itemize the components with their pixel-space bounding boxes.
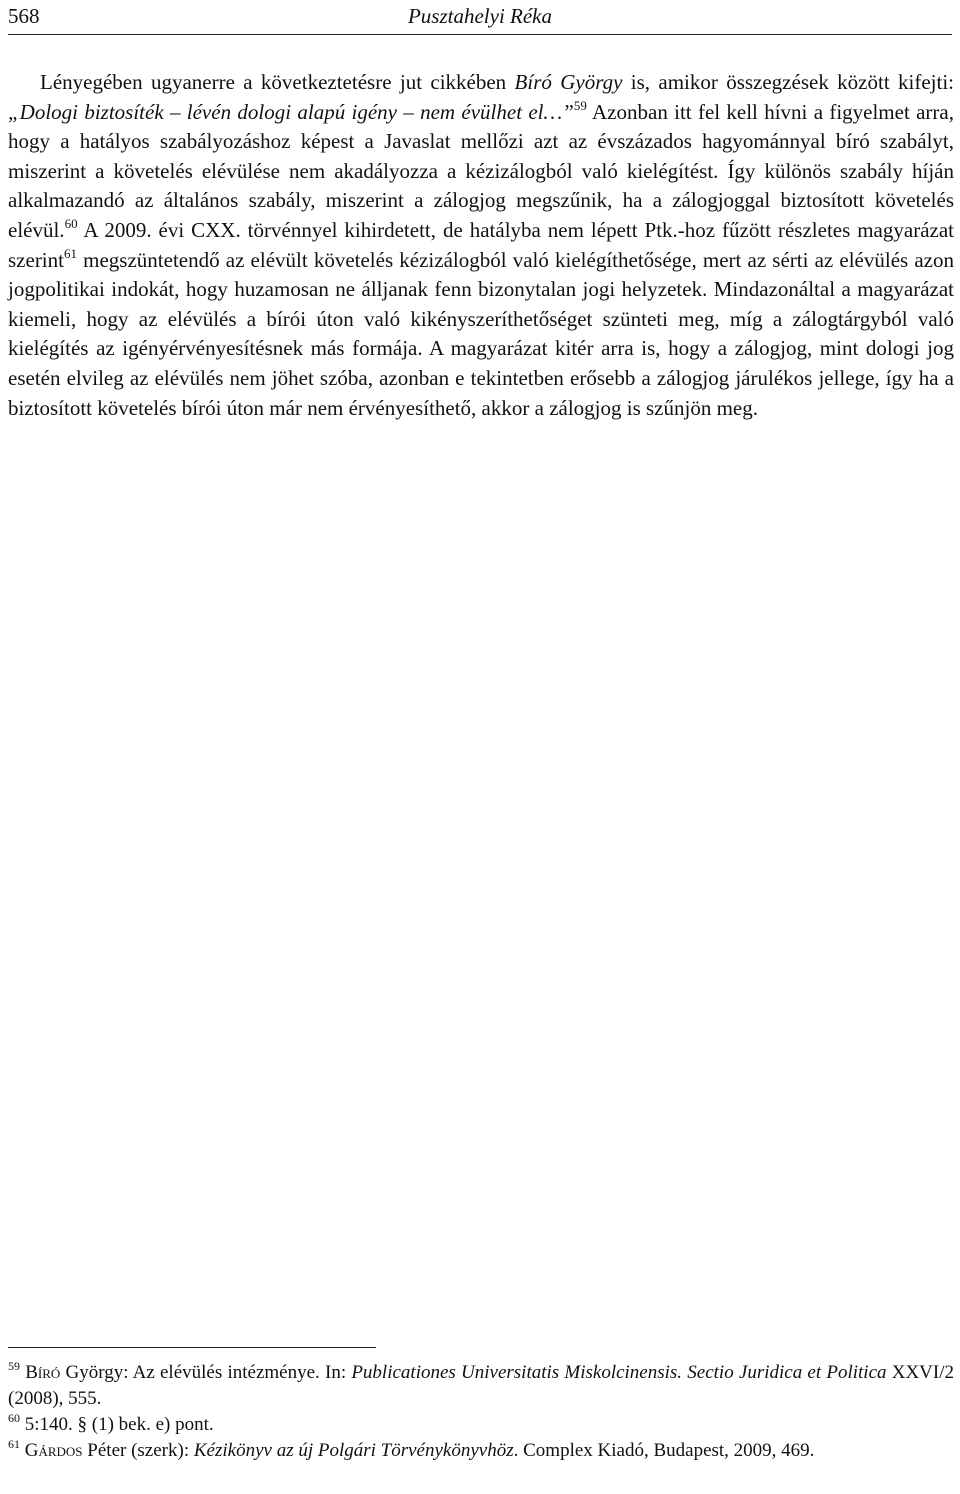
- quotation: „Dologi biztosíték – lévén dologi alapú igény – nem évülhet el…”: [8, 99, 574, 124]
- footnote-number: 61: [8, 1437, 20, 1451]
- page-number: 568: [8, 4, 40, 28]
- footnote-author: Bíró: [25, 1362, 61, 1383]
- body-text-segment: is, amikor összegzések között kifejti:: [622, 70, 954, 94]
- footnote-text: XXVI/2 (2008), 555.: [8, 1362, 954, 1409]
- footnote-text: Péter (szerk):: [82, 1440, 194, 1461]
- body-text-segment: A 2009. évi CXX. törvénnyel kihirdetett, de hatályba nem lépett Ptk.-hoz fűzött részletes magyarázat szerint: [8, 217, 954, 272]
- footnote-author: Gárdos: [24, 1440, 83, 1461]
- footnote-title: Kézikönyv az új Polgári Törvénykönyvhöz: [193, 1440, 514, 1461]
- footnotes: [8, 1360, 954, 1464]
- running-title: Pusztahelyi Réka: [407, 4, 553, 28]
- body-text-segment: Lényegében ugyanerre a következtetésre jut cikkében: [40, 70, 515, 94]
- footnote-60: [8, 1412, 954, 1438]
- footnote-61: [8, 1438, 954, 1464]
- body-paragraph: [8, 68, 954, 423]
- footnote-number: 59: [8, 1359, 20, 1373]
- footnote-title: Publicationes Universitatis Miskolcinensis. Sectio Juridica et Politica: [351, 1362, 887, 1383]
- footnote-59: [8, 1360, 954, 1412]
- body-text-segment: Azonban itt fel kell hívni a figyelmet arra, hogy a hatályos szabályozáshoz képest a Javaslat mellőzi azt az évszázados hagyománnyal bíró szabályt, miszerint a követelés elévülése nem akadályozza a kézizálogból való kielégítést. Így különös szabály híján alkalmazandó az általános szabály, miszerint a zálogjog megszűnik, ha a zálogjoggal biztosított követelés elévül.: [8, 99, 954, 242]
- footnote-text: 5:140. § (1) bek. e) pont.: [24, 1414, 214, 1435]
- footnote-number: 60: [8, 1411, 20, 1425]
- body-text-segment: megszüntetendő az elévült követelés kézizálogból való kielégíthetősége, mert az sérti az elévülés azon jogpolitikai indokát, hogy huzamosan ne álljanak fenn bizonytalan jogi helyzetek. Mindazonáltal a magyarázat kiemeli, hogy az elévülés a bírói úton való kikényszeríthetőséget szünteti meg, míg a zálogtárgyból való kielégítés az igényérvényesítésnek más formája. A magyarázat kitér arra is, hogy a zálogjog, mint dologi jog esetén elvileg az elévülés nem jöhet szóba, azonban e tekintetben erősebb a zálogjog járulékos jellege, így ha a biztosított követelés bírói úton már nem érvényesíthető, akkor a zálogjog is szűnjön meg.: [8, 247, 954, 420]
- cited-author: Bíró György: [514, 70, 623, 94]
- footnote-separator: [8, 1347, 376, 1348]
- footnote-text: . Complex Kiadó, Budapest, 2009, 469.: [513, 1440, 815, 1461]
- footnote-ref-61[interactable]: 61: [63, 245, 77, 261]
- footnote-ref-60[interactable]: 60: [64, 215, 78, 231]
- footnote-ref-59[interactable]: 59: [573, 97, 587, 113]
- page-header: [8, 0, 952, 35]
- footnote-text: György: Az elévülés intézménye. In:: [60, 1362, 352, 1383]
